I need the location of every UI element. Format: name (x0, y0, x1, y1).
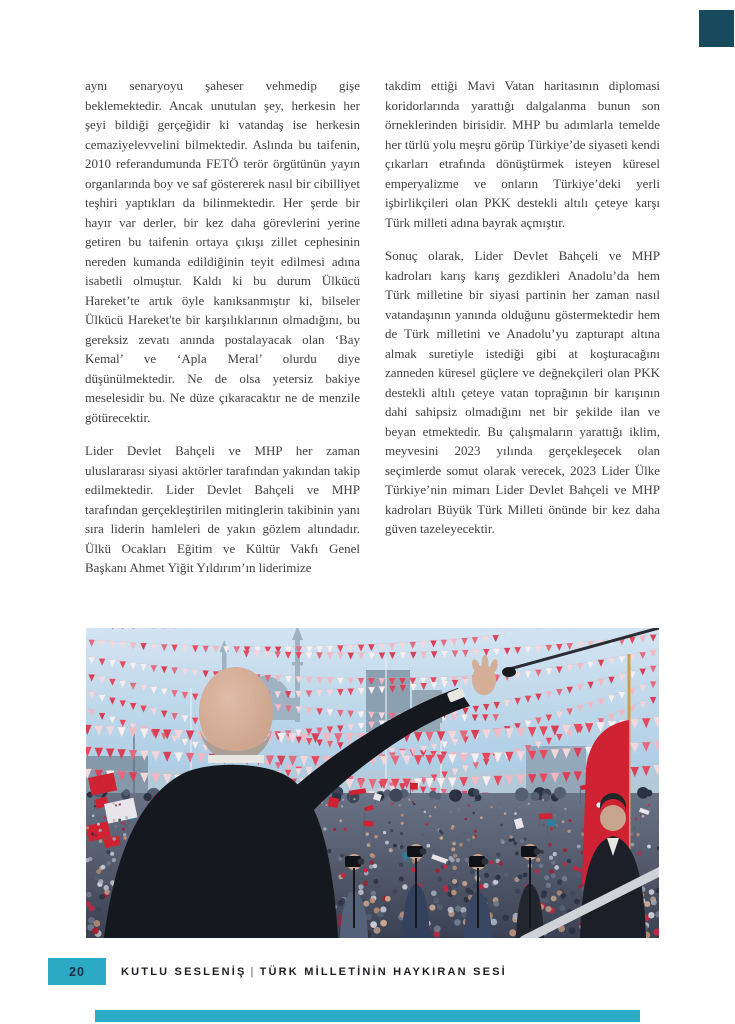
corner-tab-decoration (699, 10, 734, 47)
footer-title (121, 966, 507, 978)
rally-photo (86, 628, 659, 938)
text-column-right (385, 76, 660, 621)
article-body (85, 76, 660, 621)
paragraph: Sonuç olarak, Lider Devlet Bahçeli ve MHP kadroları karış karış gezdikleri Anadolu’da hem Türk milletine bir siyasi partinin her zaman nasıl vatandaşının yanında olduğunu göstermektedir hem de Türk milletini ve Anadolu’yu zapturapt altına almak suretiyle istediği gibi at koşturacağını zanneden küresel güçlere ve değnekçileri olan PKK destekli altılı çeteye vatan toprağının bir karışının dahi sahipsiz olmadığını net bir şekilde ilan ve beyan etmektedir. Bu çalışmaların yarattığı iklim, meyvesini 2023 yılında gerçekleşecek olan seçimlerde somut olarak verecek, 2023 Lider Ülke Türkiye’nin mimarı Lider Devlet Bahçeli ve MHP kadroları Büyük Türk Milleti önünde bir kez daha güven tazeleyecektir. (385, 248, 660, 536)
paragraph: aynı senaryoyu şaheser vehmedip gişe beklemektedir. Ancak unutulan şey, herkesin her şeyi bildiği gerçeğidir ki vatandaş ise herkesin cemaziyelevvelini bilmektedir. Aslında bu taifenin, 2010 referandumunda FETÖ terör örgütünün yayın organlarında boy ve saf göstererek nasıl bir cibilliyet teşhiri yaptıkları da bilinmektedir. Her şerde bir hayır var derler, bir kez daha görevlerini yerine getiren bu taifenin ortaya çıkışı zillet cephesinin nereden kumanda edildiğinin teyit edilmesi adına isabetli olmuştur. Kaldı ki bu durum Ülkücü Hareket’te artık öyle kanıksanmıştır ki, bilseler Ülkücü Hareket'te bir karşılıklarının olmadığını, bu gereksiz zevatı anında postalayacak olan ‘Bay Kemal’ ve ‘Apla Meral’ olurdu diye düşünülmektedir. Ne de olsa yetersiz bakiye meselesidir bu. Ne düze çıkaracaktır ne de menzile götürecektir. (85, 78, 360, 425)
article-title: TÜRK MİLLETİNİN HAYKIRAN SESİ (259, 965, 507, 978)
bottom-rule-decoration (95, 1010, 640, 1022)
paragraph: takdim ettiği Mavi Vatan haritasının diplomasi koridorlarında yarattığı dalgalanma bunun son örneklerinden birisidir. MHP bu adımlarla temelde her türlü yolu meşru görüp Türkiye’de siyaseti kendi çıkarları etrafında dönüştürmek isteyen küresel emperyalizme ve onların Türkiye’deki yerli işbirlikçileri olan PKK destekli altılı çeteye karşı Türk milleti adına bayrak açmıştır. (385, 78, 660, 230)
page-number-badge: 20 (48, 958, 106, 985)
publication-name: KUTLU SESLENİŞ (121, 965, 247, 978)
text-column-left (85, 76, 360, 621)
page-footer (48, 958, 507, 985)
paragraph: Lider Devlet Bahçeli ve MHP her zaman uluslararası siyasi aktörler tarafından yakından takip edilmektedir. Lider Devlet Bahçeli ve MHP tarafından gerçekleştirilen mitinglerin takibinin yanı sıra liderin hamleleri de yakın gözlem altındadır. Ülkü Ocakları Eğitim ve Kültür Vakfı Genel Başkanı Ahmet Yiğit Yıldırım’ın liderimize (85, 443, 360, 575)
footer-separator: | (250, 965, 256, 978)
